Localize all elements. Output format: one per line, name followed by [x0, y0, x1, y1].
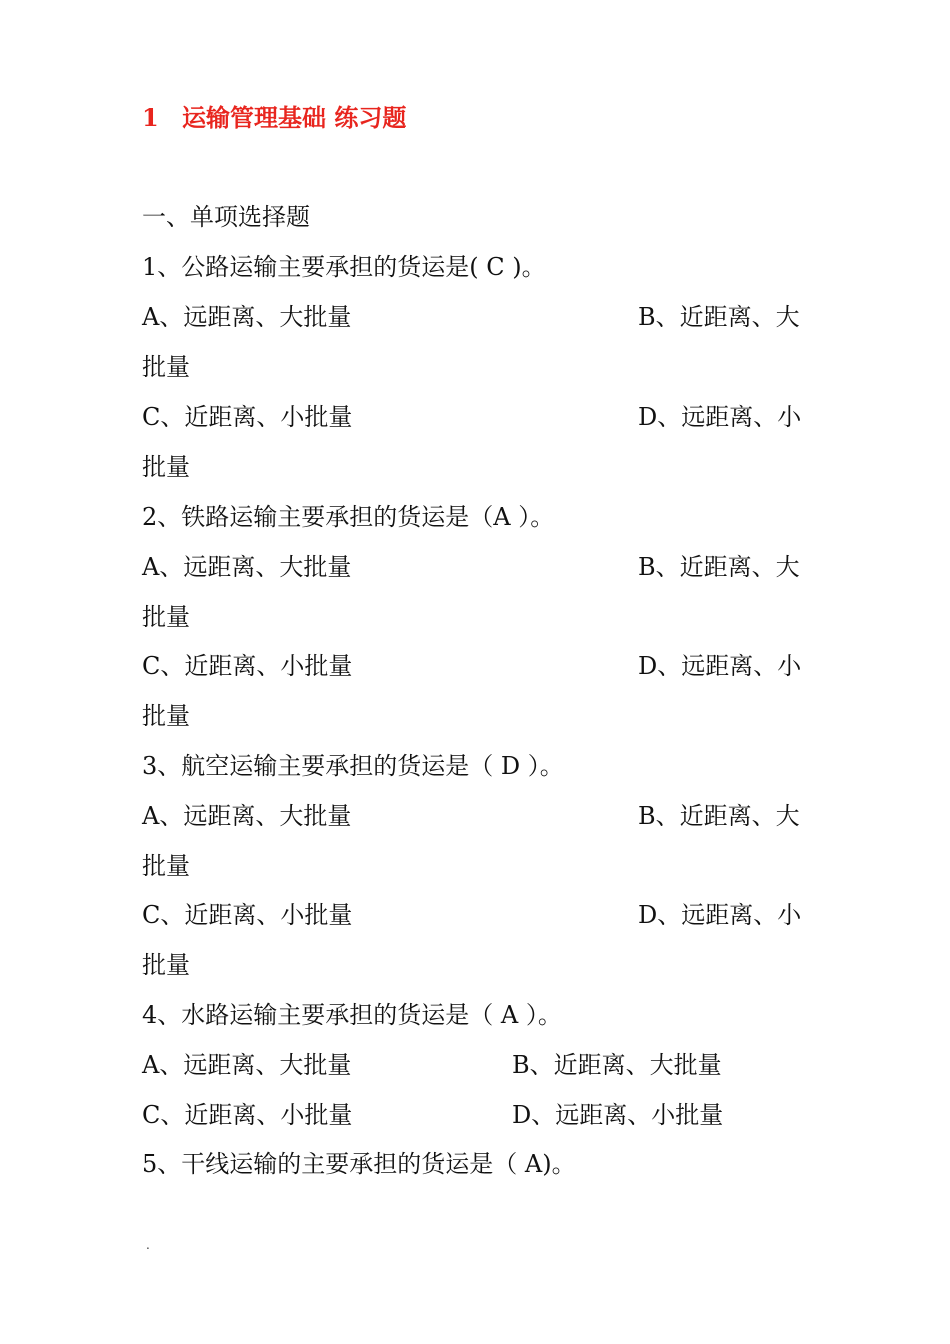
question-4-option-c: C、近距离、小批量 — [142, 1101, 353, 1129]
title-number: 1 — [142, 103, 159, 132]
question-1-option-d-cont: 批量 — [142, 453, 190, 481]
question-2-stem: 2、铁路运输主要承担的货运是（A ）。 — [142, 503, 555, 531]
question-3-option-c: C、近距离、小批量 — [142, 901, 353, 929]
question-4-option-d: D、远距离、小批量 — [512, 1101, 724, 1129]
question-3-stem: 3、航空运输主要承担的货运是（ D ）。 — [142, 752, 564, 780]
question-1-stem: 1、公路运输主要承担的货运是( C )。 — [142, 253, 546, 281]
question-2-option-d-cont: 批量 — [142, 702, 190, 730]
question-4-stem: 4、水路运输主要承担的货运是（ A ）。 — [142, 1001, 562, 1029]
question-4-option-b: B、近距离、大批量 — [512, 1051, 722, 1079]
question-1-option-a: A、远距离、大批量 — [142, 303, 352, 331]
question-2-option-d: D、远距离、小 — [638, 652, 802, 680]
footer-mark: . — [146, 1238, 150, 1252]
question-2-option-a: A、远距离、大批量 — [142, 553, 352, 581]
question-4-option-a: A、远距离、大批量 — [142, 1051, 352, 1079]
question-3-option-d-cont: 批量 — [142, 951, 190, 979]
question-3-option-d: D、远距离、小 — [638, 901, 802, 929]
question-3-option-b-cont: 批量 — [142, 852, 190, 880]
question-1-option-b-cont: 批量 — [142, 353, 190, 381]
question-1-option-d: D、远距离、小 — [638, 403, 802, 431]
question-5-stem: 5、干线运输的主要承担的货运是（ A)。 — [142, 1150, 576, 1178]
question-2-option-c: C、近距离、小批量 — [142, 652, 353, 680]
page-title — [142, 100, 406, 136]
question-1-option-c: C、近距离、小批量 — [142, 403, 353, 431]
question-3-option-a: A、远距离、大批量 — [142, 802, 352, 830]
title-text: 运输管理基础 练习题 — [182, 103, 407, 132]
question-2-option-b: B、近距离、大 — [638, 553, 800, 581]
question-3-option-b: B、近距离、大 — [638, 802, 800, 830]
section-heading: 一、单项选择题 — [142, 203, 310, 231]
question-2-option-b-cont: 批量 — [142, 603, 190, 631]
question-1-option-b: B、近距离、大 — [638, 303, 800, 331]
